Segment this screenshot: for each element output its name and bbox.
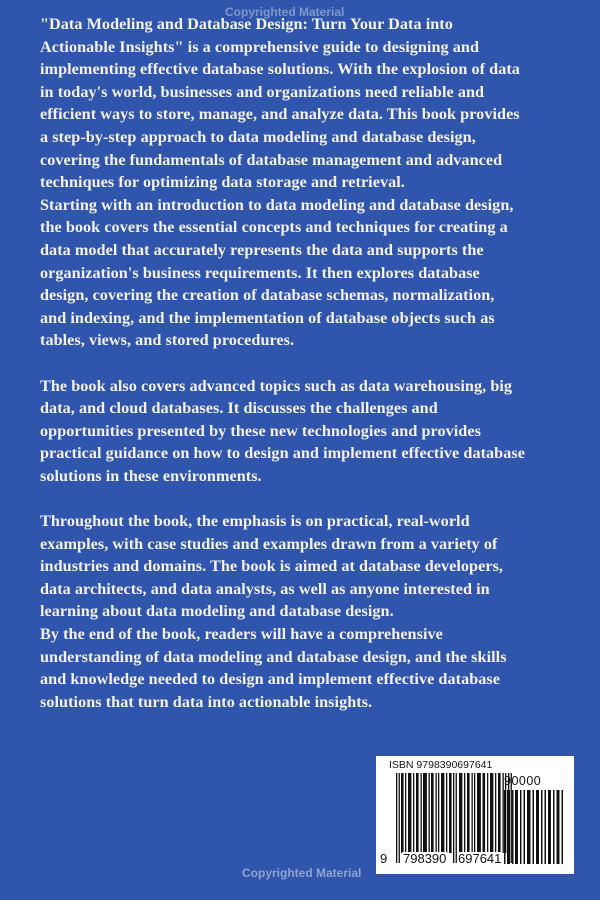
text-line: a step-by-step approach to data modeling and database design, [40, 127, 476, 146]
text-line: data model that accurately represents the data and supports the [40, 240, 484, 259]
text-line: organization's business requirements. It then explores database [40, 263, 480, 282]
barcode-main-icon [396, 773, 514, 863]
text-line: data, and cloud databases. It discusses the challenges and [40, 399, 438, 418]
text-line: "Data Modeling and Database Design: Turn Your Data into [40, 15, 453, 33]
barcode-digit-lead: 9 [380, 851, 388, 866]
text-line: The book also covers advanced topics such as data warehousing, big [40, 376, 513, 395]
text-line: industries and domains. The book is aimed at database developers, [40, 557, 504, 576]
text-line: solutions that turn data into actionable insights. [40, 692, 373, 711]
book-description [40, 13, 580, 713]
description-paragraph-2 [40, 375, 580, 488]
isbn-barcode [376, 756, 574, 874]
text-line: Starting with an introduction to data modeling and database design, [40, 195, 514, 214]
text-line: and knowledge needed to design and implement effective database [40, 670, 500, 689]
text-line: practical guidance on how to design and implement effective database [40, 444, 525, 463]
text-line: understanding of data modeling and database design, and the skills [40, 647, 507, 666]
isbn-label: ISBN 9798390697641 [389, 759, 493, 771]
barcode-digits-left: 798390 [403, 851, 447, 866]
text-line: Actionable Insights" is a comprehensive guide to designing and [40, 37, 480, 56]
text-line: in today's world, businesses and organizations need reliable and [40, 82, 485, 101]
text-line: solutions in these environments. [40, 466, 262, 485]
text-line: the book covers the essential concepts and techniques for creating a [40, 218, 508, 237]
text-line: data architects, and data analysts, as well as anyone interested in [40, 579, 490, 598]
text-line: efficient ways to store, manage, and analyze data. This book provides [40, 105, 520, 124]
description-paragraph-3 [40, 510, 580, 713]
text-line: learning about data modeling and database design. [40, 602, 394, 621]
barcode-digits-right: 697641 [458, 851, 502, 866]
text-line: tables, views, and stored procedures. [40, 331, 295, 350]
text-line: and indexing, and the implementation of database objects such as [40, 308, 495, 327]
text-line: By the end of the book, readers will have a comprehensive [40, 625, 443, 644]
text-line: covering the fundamentals of database management and advanced [40, 150, 503, 169]
copyright-watermark-bottom: Copyrighted Material [242, 866, 362, 880]
text-line: examples, with case studies and examples drawn from a variety of [40, 534, 498, 553]
text-line: implementing effective database solutions. With the explosion of data [40, 60, 520, 79]
price-code: 90000 [504, 774, 542, 788]
description-paragraph-1 [40, 13, 580, 352]
copyright-watermark-top: Copyrighted Material [225, 5, 345, 19]
text-line: techniques for optimizing data storage and retrieval. [40, 173, 405, 192]
barcode-addon-icon [504, 790, 566, 864]
text-line: Throughout the book, the emphasis is on practical, real-world [40, 512, 470, 531]
text-line: design, covering the creation of database schemas, normalization, [40, 286, 495, 305]
text-line: opportunities presented by these new technologies and provides [40, 421, 481, 440]
